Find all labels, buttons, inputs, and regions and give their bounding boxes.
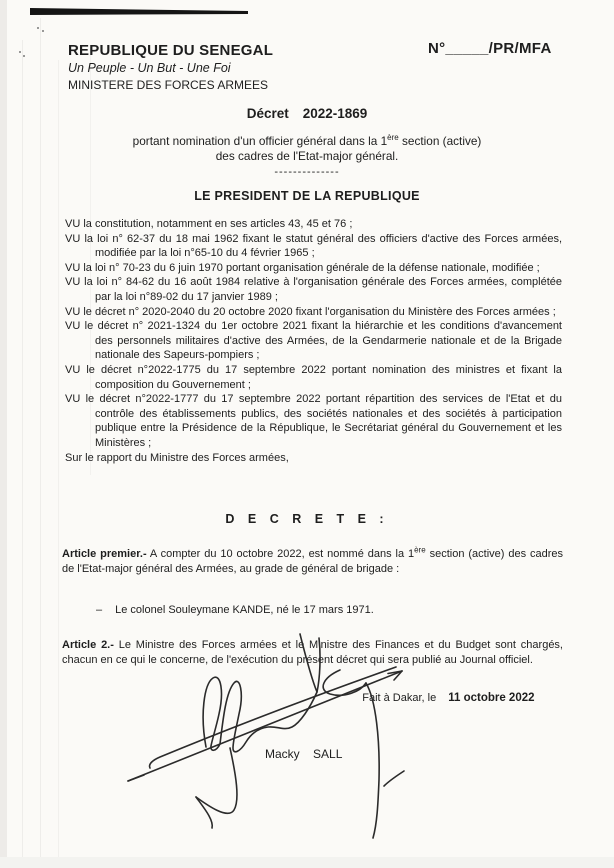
decree-subtitle: [0, 134, 614, 180]
ink-speck: [37, 27, 39, 29]
decree-subtitle-line2: des cadres de l'Etat-major général.: [215, 149, 399, 163]
scan-bottom-band: [0, 857, 614, 868]
decree-label: Décret: [246, 106, 289, 121]
vu-item: VU le décret n°2022-1777 du 17 septembre 2022 portant répartition des services de l'Etat et du contrôle des établissements publics, des sociétés nationales et des sociétés à participation publique entre la Présidence de la République, le Secrétariat général du Gouvernement et les Ministères ;: [65, 393, 562, 449]
ink-speck: [19, 51, 21, 53]
vu-item: VU la loi n° 70-23 du 6 juin 1970 portant organisation générale de la défense nationale, modifiée ;: [65, 261, 540, 274]
vu-item: VU la loi n° 62-37 du 18 mai 1962 fixant le statut général des officiers d'active des Forces armées, modifiée par la loi n°65-10 du 4 février 1965 ;: [65, 232, 562, 260]
article-2: Article 2.- Le Ministre des Forces armées et le Ministre des Finances et du Budget sont chargés, chacun en ce qui le concerne, de l'exécution du présent décret qui sera publié au Journal officiel.: [62, 639, 563, 666]
article-2-label: Article 2.-: [62, 639, 114, 651]
preamble-block: [65, 217, 562, 465]
article-premier: Article premier.- A compter du 10 octobre 2022, est nommé dans la 1ère section (active) des cadres de l'Etat-major général des Armées, au grade de général de brigade :: [62, 545, 563, 575]
national-motto: Un Peuple - Un But - Une Foi: [68, 61, 231, 75]
reference-number: N°_____/PR/MFA: [428, 40, 552, 57]
ink-speck: [23, 55, 25, 57]
vu-item: VU le décret n° 2020-2040 du 20 octobre 2020 fixant l'organisation du Ministère des Forces armées ;: [65, 305, 556, 318]
nominee-text: Le colonel Souleymane KANDE, né le 17 mars 1971.: [115, 604, 374, 616]
authority-title: LE PRESIDENT DE LA REPUBLIQUE: [194, 189, 420, 203]
decree-title: [0, 106, 614, 121]
vu-item: VU la constitution, notamment en ses articles 43, 45 et 76 ;: [65, 218, 353, 230]
scan-fold-line: [58, 60, 59, 868]
ministry-name: MINISTERE DES FORCES ARMEES: [68, 78, 269, 92]
article-premier-label: Article premier.-: [62, 548, 147, 560]
vu-item: VU le décret n° 2021-1324 du 1er octobre 2021 fixant la hiérarchie et les conditions d'avancement des personnels militaires d'active des Armées, de la Gendarmerie nationale et de la Brigade nationale des Sapeurs-pompiers ;: [65, 320, 562, 362]
scan-edge-shadow: [0, 0, 7, 868]
place-date-label: Fait à Dakar, le: [362, 692, 437, 704]
decree-subtitle-line1: portant nomination d'un officier général dans la 1ère section (active): [132, 133, 482, 148]
decrete-heading: D E C R E T E :: [225, 512, 389, 526]
separator-dashes: --------------: [274, 166, 340, 178]
nominee-line: [96, 604, 374, 616]
letterhead: [68, 42, 273, 92]
vu-item: VU la loi n° 84-62 du 16 août 1984 relative à l'organisation générale des Forces armées, complétée par la loi n°89-02 du 17 janvier 1989 ;: [65, 276, 562, 303]
top-pen-line-icon: [0, 0, 614, 22]
list-dash: –: [96, 604, 103, 616]
preamble-closing: Sur le rapport du Ministre des Forces armées,: [65, 451, 289, 464]
decree-number: 2022-1869: [302, 106, 368, 121]
decree-date: 11 octobre 2022: [448, 692, 535, 704]
ink-speck: [42, 30, 44, 32]
country-name: REPUBLIQUE DU SENEGAL: [68, 42, 274, 59]
vu-item: VU le décret n°2022-1775 du 17 septembre 2022 portant nomination des ministres et fixant la composition du Gouvernement ;: [65, 363, 562, 391]
handwritten-signature-icon: [120, 628, 420, 846]
signer-name: Macky SALL: [265, 747, 343, 761]
